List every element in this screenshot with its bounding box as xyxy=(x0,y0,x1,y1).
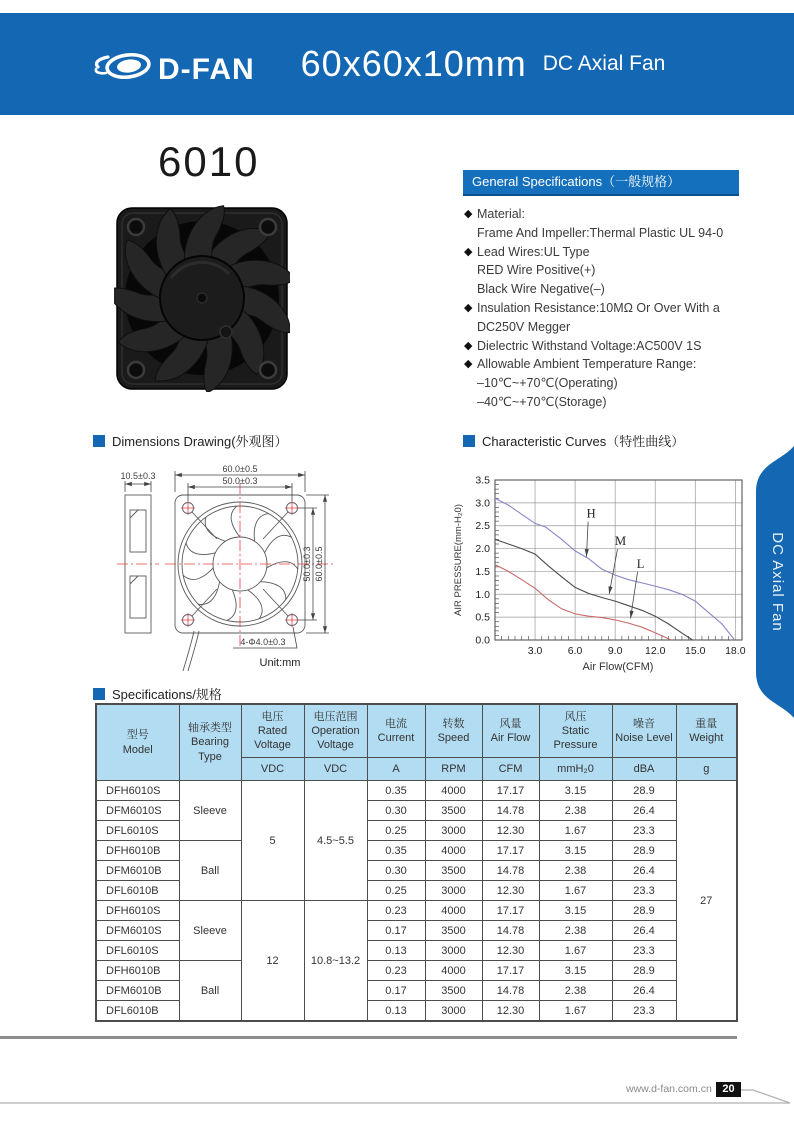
current-cell: 0.23 xyxy=(367,961,425,981)
blue-square-bullet-icon xyxy=(463,435,475,447)
current-cell: 0.35 xyxy=(367,781,425,801)
blue-square-bullet-icon xyxy=(93,435,105,447)
current-cell: 0.17 xyxy=(367,921,425,941)
speed-cell: 3000 xyxy=(425,821,482,841)
d-fan-logo-icon xyxy=(92,47,154,85)
svg-text:L: L xyxy=(636,556,645,571)
spec-item xyxy=(463,318,739,337)
airflow-cell: 17.17 xyxy=(482,781,539,801)
current-cell: 0.25 xyxy=(367,821,425,841)
airflow-cell: 14.78 xyxy=(482,861,539,881)
pressure-cell: 1.67 xyxy=(539,821,612,841)
unit-g: g xyxy=(676,758,737,781)
speed-cell: 4000 xyxy=(425,841,482,861)
noise-cell: 26.4 xyxy=(612,921,676,941)
bearing-cell: Sleeve xyxy=(179,781,241,841)
spec-item-text: Frame And Impeller:Thermal Plastic UL 94-0 xyxy=(477,225,724,240)
diamond-bullet-icon xyxy=(463,280,477,299)
model-cell: DFH6010B xyxy=(96,841,179,861)
pressure-cell: 3.15 xyxy=(539,841,612,861)
dim-hole-pitch-height: 50.0±0.3 xyxy=(302,546,312,582)
col-header-pressure: 风压 Static Pressure xyxy=(539,704,612,758)
operation-voltage-cell: 4.5~5.5 xyxy=(304,781,367,901)
col-header-model: 型号 Model xyxy=(96,704,179,781)
diamond-bullet-icon xyxy=(463,318,477,337)
model-cell: DFL6010S xyxy=(96,821,179,841)
svg-text:3.0: 3.0 xyxy=(475,497,490,510)
diamond-bullet-icon: ◆ xyxy=(464,358,473,371)
noise-cell: 28.9 xyxy=(612,781,676,801)
airflow-cell: 14.78 xyxy=(482,801,539,821)
unit-cfm: CFM xyxy=(482,758,539,781)
svg-text:3.0: 3.0 xyxy=(527,645,543,657)
airflow-cell: 17.17 xyxy=(482,901,539,921)
unit-vdc: VDC xyxy=(304,758,367,781)
model-cell: DFH6010S xyxy=(96,781,179,801)
dim-hole-note: 4-Φ4.0±0.3 xyxy=(240,637,286,647)
model-cell: DFM6010S xyxy=(96,801,179,821)
noise-cell: 28.9 xyxy=(612,961,676,981)
fan-product-photo xyxy=(114,204,290,392)
spec-item xyxy=(463,224,739,243)
noise-cell: 23.3 xyxy=(612,1001,676,1022)
airflow-cell: 12.30 xyxy=(482,941,539,961)
current-cell: 0.13 xyxy=(367,941,425,961)
col-header-airflow: 风量 Air Flow xyxy=(482,704,539,758)
svg-text:18.0: 18.0 xyxy=(725,645,746,657)
section-title-specifications-label: Specifications/规格 xyxy=(112,687,222,702)
pressure-cell: 3.15 xyxy=(539,901,612,921)
speed-cell: 3000 xyxy=(425,881,482,901)
spec-table-row xyxy=(96,901,737,921)
product-size-title: 60x60x10mm xyxy=(300,43,527,84)
svg-text:9.0: 9.0 xyxy=(607,645,623,657)
unit-dba: dBA xyxy=(612,758,676,781)
spec-item-text: –10℃~+70℃(Operating) xyxy=(477,376,618,391)
spec-table-row xyxy=(96,781,737,801)
model-cell: DFL6010B xyxy=(96,881,179,901)
pressure-cell: 1.67 xyxy=(539,1001,612,1022)
svg-text:15.0: 15.0 xyxy=(685,645,706,657)
section-title-dimensions xyxy=(93,431,288,450)
brand-block xyxy=(92,41,255,87)
general-specifications-panel xyxy=(463,170,739,412)
spec-item xyxy=(463,393,739,412)
model-cell: DFM6010S xyxy=(96,921,179,941)
airflow-cell: 12.30 xyxy=(482,1001,539,1022)
spec-table-row xyxy=(96,961,737,981)
unit-vdc: VDC xyxy=(241,758,304,781)
pressure-cell: 1.67 xyxy=(539,881,612,901)
pressure-cell: 2.38 xyxy=(539,921,612,941)
spec-item xyxy=(463,374,739,393)
speed-cell: 3000 xyxy=(425,1001,482,1022)
svg-text:2.5: 2.5 xyxy=(475,520,490,533)
svg-text:1.5: 1.5 xyxy=(475,565,490,578)
pressure-cell: 3.15 xyxy=(539,961,612,981)
svg-text:2.0: 2.0 xyxy=(475,543,490,556)
rated-voltage-cell: 5 xyxy=(241,781,304,901)
col-header-bearing: 轴承类型 Bearing Type xyxy=(179,704,241,781)
svg-text:M: M xyxy=(614,533,627,548)
unit-label: Unit:mm xyxy=(259,657,301,669)
spec-item xyxy=(463,243,739,262)
general-specifications-title: General Specifications（一般规格） xyxy=(463,170,739,196)
section-title-curves-label: Characteristic Curves（特性曲线） xyxy=(482,434,685,449)
diamond-bullet-icon: ◆ xyxy=(464,339,473,352)
noise-cell: 23.3 xyxy=(612,821,676,841)
svg-text:1.0: 1.0 xyxy=(475,588,490,601)
spec-item xyxy=(463,261,739,280)
model-cell: DFH6010S xyxy=(96,901,179,921)
col-header-weight: 重量 Weight xyxy=(676,704,737,758)
dim-outer-width: 60.0±0.5 xyxy=(222,464,258,474)
spec-item xyxy=(463,337,739,356)
header-banner xyxy=(0,13,794,115)
col-header-speed: 转数 Speed xyxy=(425,704,482,758)
svg-text:H: H xyxy=(586,506,596,521)
model-cell: DFH6010B xyxy=(96,961,179,981)
current-cell: 0.23 xyxy=(367,901,425,921)
section-title-curves xyxy=(463,431,684,450)
spec-item-text: DC250V Megger xyxy=(477,319,571,334)
spec-item-text: Dielectric Withstand Voltage:AC500V 1S xyxy=(477,338,702,353)
footer-decoration-lines xyxy=(0,1085,794,1123)
noise-cell: 28.9 xyxy=(612,901,676,921)
spec-item xyxy=(463,205,739,224)
weight-cell: 27 xyxy=(676,781,737,1022)
dim-outer-height: 60.0±0.5 xyxy=(314,546,324,582)
current-cell: 0.17 xyxy=(367,981,425,1001)
svg-text:3.5: 3.5 xyxy=(475,474,490,487)
spec-table-row xyxy=(96,841,737,861)
model-cell: DFL6010B xyxy=(96,1001,179,1022)
col-header-noise: 噪音 Noise Level xyxy=(612,704,676,758)
airflow-cell: 17.17 xyxy=(482,841,539,861)
dim-hole-pitch-width: 50.0±0.3 xyxy=(222,476,258,486)
svg-text:0.0: 0.0 xyxy=(475,634,490,647)
bearing-cell: Ball xyxy=(179,961,241,1022)
model-number: 6010 xyxy=(158,138,260,185)
speed-cell: 3500 xyxy=(425,801,482,821)
chart-y-axis-label: AIR PRESSURE(mm-H₂0) xyxy=(453,504,464,616)
spec-item-text: Black Wire Negative(–) xyxy=(477,282,605,297)
speed-cell: 3500 xyxy=(425,861,482,881)
blue-square-bullet-icon xyxy=(93,688,105,700)
pressure-cell: 2.38 xyxy=(539,981,612,1001)
dim-side-thickness: 10.5±0.3 xyxy=(120,471,156,481)
website-link[interactable]: www.d-fan.com.cn xyxy=(626,1083,712,1095)
svg-text:6.0: 6.0 xyxy=(567,645,583,657)
brand-name: D-FAN xyxy=(158,53,255,86)
airflow-cell: 12.30 xyxy=(482,881,539,901)
bearing-cell: Ball xyxy=(179,841,241,901)
speed-cell: 4000 xyxy=(425,781,482,801)
chart-x-axis-label: Air Flow(CFM) xyxy=(582,661,654,673)
col-header-current: 电流 Current xyxy=(367,704,425,758)
noise-cell: 26.4 xyxy=(612,861,676,881)
spec-item-text: Allowable Ambient Temperature Range: xyxy=(477,357,697,372)
product-subtitle: DC Axial Fan xyxy=(542,52,666,75)
unit-a: A xyxy=(367,758,425,781)
pressure-cell: 2.38 xyxy=(539,861,612,881)
spec-item-text: –40℃~+70℃(Storage) xyxy=(477,394,607,409)
spec-item xyxy=(463,355,739,374)
noise-cell: 26.4 xyxy=(612,981,676,1001)
unit-rpm: RPM xyxy=(425,758,482,781)
rated-voltage-cell: 12 xyxy=(241,901,304,1022)
section-title-dimensions-label: Dimensions Drawing(外观图） xyxy=(112,434,288,449)
model-cell: DFM6010B xyxy=(96,861,179,881)
airflow-cell: 12.30 xyxy=(482,821,539,841)
side-tab-label: DC Axial Fan xyxy=(769,532,786,632)
spec-item xyxy=(463,299,739,318)
airflow-cell: 14.78 xyxy=(482,981,539,1001)
diamond-bullet-icon: ◆ xyxy=(464,245,473,258)
spec-item-text: Insulation Resistance:10MΩ Or Over With a xyxy=(477,300,720,315)
current-cell: 0.25 xyxy=(367,881,425,901)
svg-text:12.0: 12.0 xyxy=(644,645,666,657)
svg-text:0.5: 0.5 xyxy=(475,611,490,624)
spec-item-text: Lead Wires:UL Type xyxy=(477,244,590,259)
dimensions-drawing xyxy=(95,463,345,681)
current-cell: 0.30 xyxy=(367,801,425,821)
general-specifications-list xyxy=(463,205,739,412)
model-cell: DFM6010B xyxy=(96,981,179,1001)
spec-item xyxy=(463,280,739,299)
airflow-cell: 17.17 xyxy=(482,961,539,981)
section-title-specifications xyxy=(93,684,222,703)
col-header-rated-voltage: 电压 Rated Voltage xyxy=(241,704,304,758)
noise-cell: 28.9 xyxy=(612,841,676,861)
speed-cell: 3500 xyxy=(425,981,482,1001)
diamond-bullet-icon: ◆ xyxy=(464,301,473,314)
speed-cell: 3000 xyxy=(425,941,482,961)
diamond-bullet-icon xyxy=(463,224,477,243)
pressure-cell: 3.15 xyxy=(539,781,612,801)
specifications-table xyxy=(95,703,738,1022)
current-cell: 0.13 xyxy=(367,1001,425,1022)
noise-cell: 23.3 xyxy=(612,881,676,901)
diamond-bullet-icon xyxy=(463,393,477,412)
page-number: 20 xyxy=(716,1082,741,1097)
current-cell: 0.30 xyxy=(367,861,425,881)
diamond-bullet-icon: ◆ xyxy=(464,208,473,220)
operation-voltage-cell: 10.8~13.2 xyxy=(304,901,367,1022)
speed-cell: 4000 xyxy=(425,961,482,981)
current-cell: 0.35 xyxy=(367,841,425,861)
model-cell: DFL6010S xyxy=(96,941,179,961)
spec-item-text: RED Wire Positive(+) xyxy=(477,263,596,278)
characteristic-curves-chart xyxy=(450,468,750,675)
noise-cell: 23.3 xyxy=(612,941,676,961)
unit-mmh2o: mmH₂0 xyxy=(539,758,612,781)
bearing-cell: Sleeve xyxy=(179,901,241,961)
footer-rule xyxy=(0,1036,737,1039)
side-tab xyxy=(748,446,794,718)
speed-cell: 4000 xyxy=(425,901,482,921)
diamond-bullet-icon xyxy=(463,374,477,393)
noise-cell: 26.4 xyxy=(612,801,676,821)
spec-item-text: Material: xyxy=(477,207,525,221)
pressure-cell: 1.67 xyxy=(539,941,612,961)
pressure-cell: 2.38 xyxy=(539,801,612,821)
col-header-operation-voltage: 电压范围 Operation Voltage xyxy=(304,704,367,758)
diamond-bullet-icon xyxy=(463,261,477,280)
airflow-cell: 14.78 xyxy=(482,921,539,941)
speed-cell: 3500 xyxy=(425,921,482,941)
